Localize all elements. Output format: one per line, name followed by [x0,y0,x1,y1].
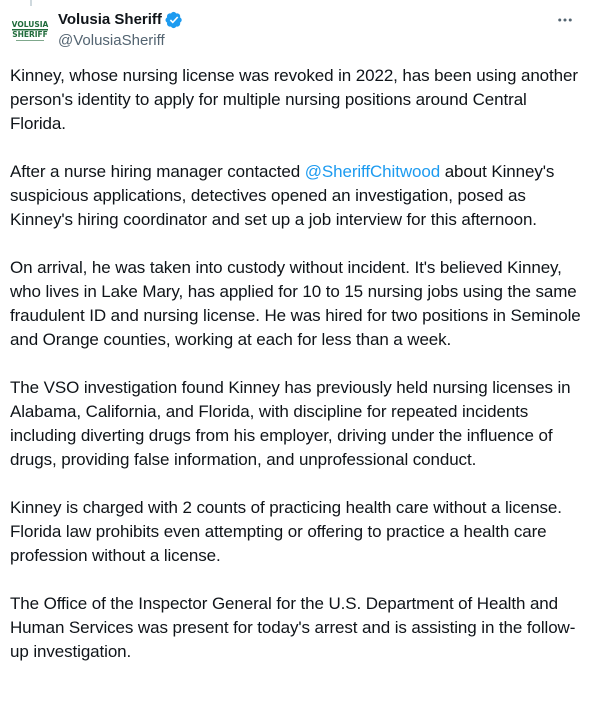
handle[interactable]: @VolusiaSheriff [58,32,165,49]
avatar-text-bottom: SHERIFF [12,30,48,39]
tweet-paragraph-4: The VSO investigation found Kinney has previously held nursing licenses in Alabama, California, and Florida, with discipline for repeated incidents including diverting drugs from his employer, driving under the influence of drugs, providing false information, and unprofessional conduct. [10,378,571,469]
tweet-paragraph-1: Kinney, whose nursing license was revoked in 2022, has been using another person's identity to apply for multiple nursing positions around Central Florida. [10,66,578,133]
author-names [58,10,183,51]
display-name[interactable]: Volusia Sheriff [58,11,162,28]
mention-link[interactable]: @SheriffChitwood [304,162,441,181]
thread-connector-line [30,0,32,6]
tweet-paragraph-6: The Office of the Inspector General for the U.S. Department of Health and Human Services was present for today's arrest and is assisting in the follow-up investigation. [10,594,576,661]
tweet-text [10,64,584,664]
tweet-header [10,10,575,50]
more-options-icon[interactable] [555,10,575,30]
verified-badge-icon [165,11,183,29]
avatar-text-top: VOLUSIA [11,20,49,29]
tweet-paragraph-3: On arrival, he was taken into custody without incident. It's believed Kinney, who lives in Lake Mary, has applied for 10 to 15 nursing jobs using the same fraudulent ID and nursing license. He was hired for two positions in Seminole and Orange counties, working at each for less than a week. [10,258,581,349]
tweet-paragraph-2 [10,160,584,232]
paragraph-text: about Kinney's suspicious applications, detectives opened an investigation, posed as Kinney's hiring coordinator and set up a job interview for this afternoon. [10,162,555,229]
display-name-row [58,10,183,30]
avatar[interactable] [10,10,50,50]
tweet-paragraph-5: Kinney is charged with 2 counts of practicing health care without a license. Florida law prohibits even attempting or offering to practice a health care profession without a license. [10,498,562,565]
sheriff-logo-icon [10,10,50,50]
paragraph-text: After a nurse hiring manager contacted [10,162,305,181]
